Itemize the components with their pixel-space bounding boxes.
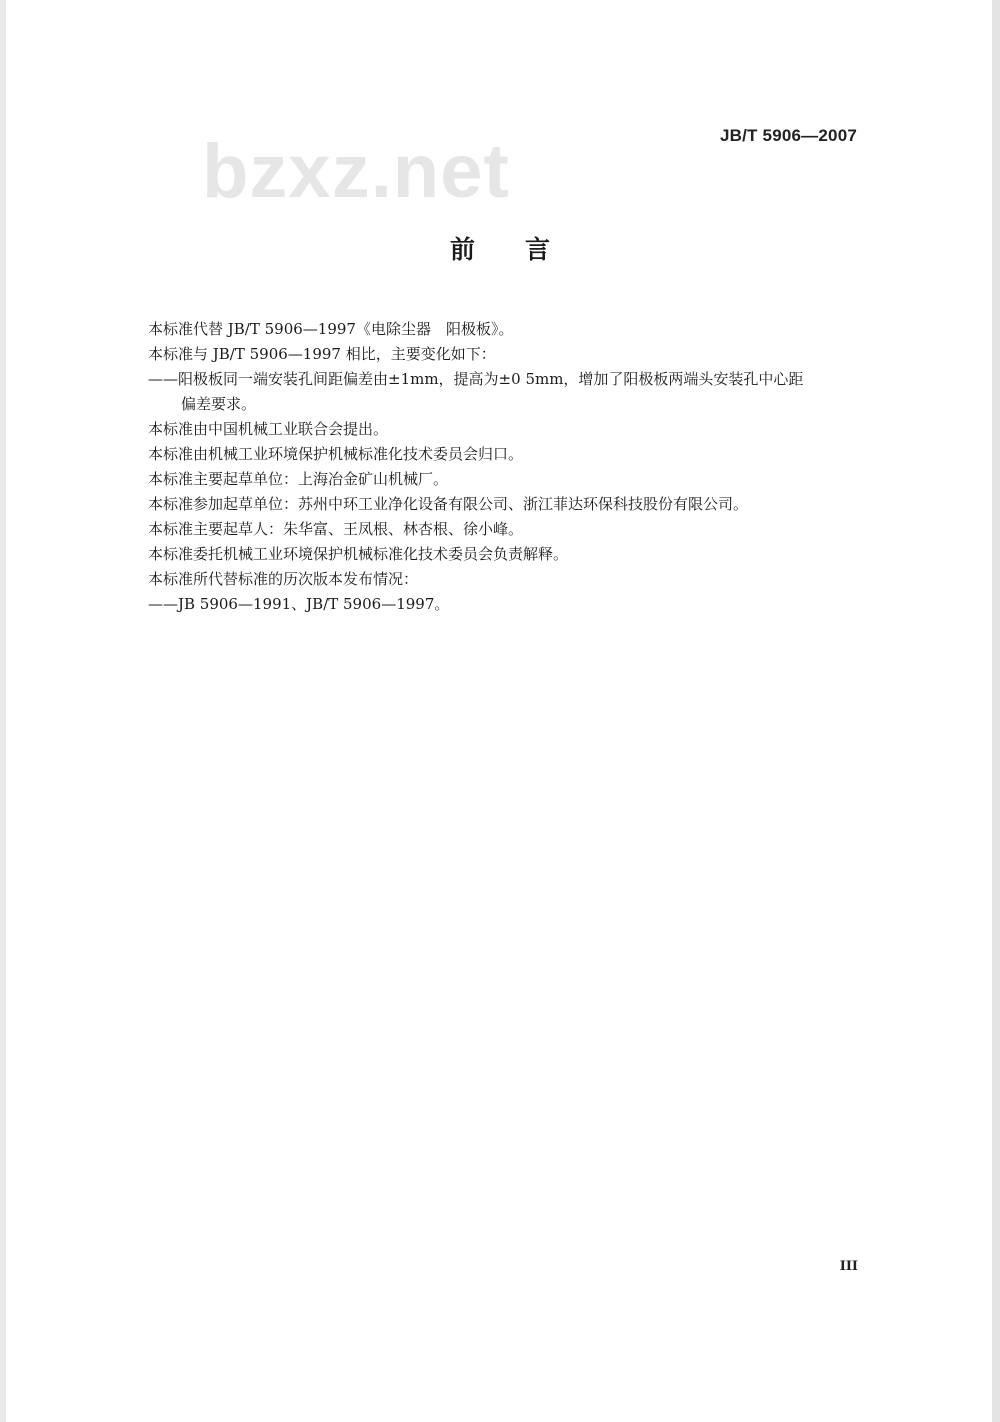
paragraph-line: 本标准主要起草人：朱华富、王凤根、林杏根、徐小峰。 xyxy=(148,520,524,538)
page-edge-left xyxy=(0,0,6,1422)
paragraph-line: 本标准由中国机械工业联合会提出。 xyxy=(148,420,389,438)
paragraph-line: 本标准参加起草单位：苏州中环工业净化设备有限公司、浙江菲达环保科技股份有限公司。 xyxy=(148,495,749,513)
paragraph-line: 本标准主要起草单位：上海冶金矿山机械厂。 xyxy=(148,470,449,488)
change-item-line: ——阳极板同一端安装孔间距偏差由±1mm，提高为±0 5mm，增加了阳极板两端头安装孔中心距 xyxy=(148,370,804,388)
page-number: III xyxy=(839,1259,858,1274)
paragraph-line: 本标准所代替标准的历次版本发布情况： xyxy=(148,570,419,588)
history-item-line: ——JB 5906—1991、JB/T 5906—1997。 xyxy=(148,595,450,613)
page-edge-right xyxy=(992,0,1000,1422)
change-item-continuation: 偏差要求。 xyxy=(181,395,257,413)
watermark: bzxz.net xyxy=(202,129,510,214)
paragraph-line: 本标准与 JB/T 5906—1997 相比，主要变化如下： xyxy=(148,345,496,363)
paragraph-line: 本标准委托机械工业环境保护机械标准化技术委员会负责解释。 xyxy=(148,545,569,563)
paragraph-line: 本标准代替 JB/T 5906—1997《电除尘器 阳极板》。 xyxy=(148,320,514,338)
standard-number: JB/T 5906—2007 xyxy=(720,126,857,145)
paragraph-line: 本标准由机械工业环境保护机械标准化技术委员会归口。 xyxy=(148,445,524,463)
foreword-body xyxy=(148,317,868,617)
page-title: 前言 xyxy=(449,235,600,264)
